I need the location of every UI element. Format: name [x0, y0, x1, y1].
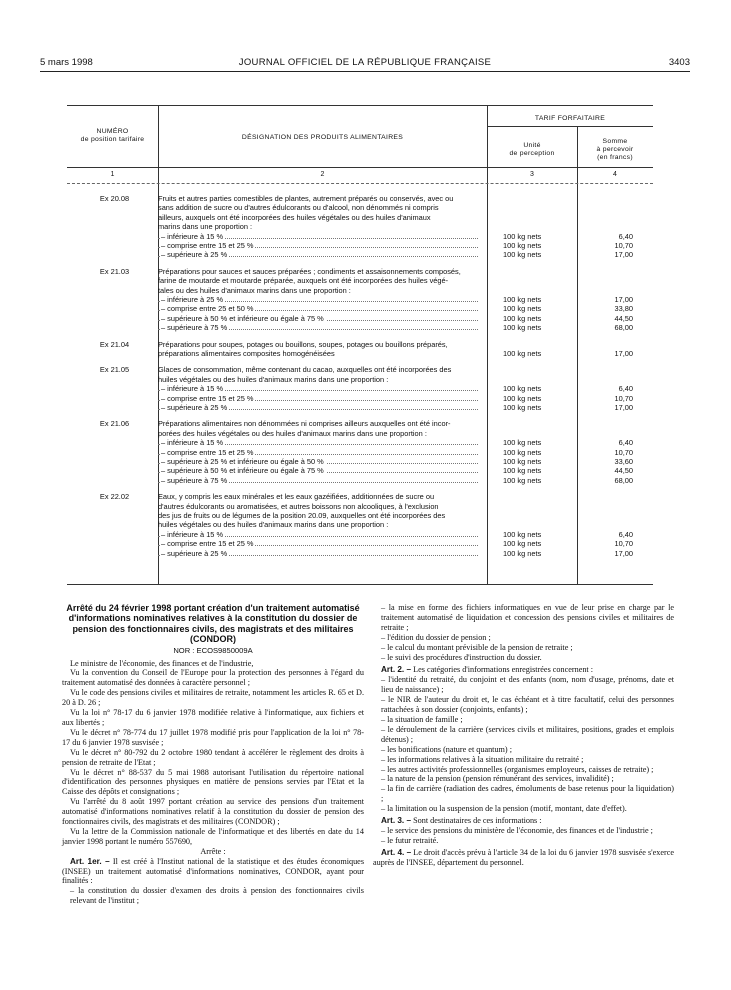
description-line: d'autres édulcorants ou aromatisées, et autres boissons non alcooliques, à l'exclusion: [158, 501, 439, 511]
article-2: [373, 665, 674, 675]
proportion-label: – inférieure à 15 %: [161, 529, 224, 539]
description-line: Eaux, y compris les eaux minérales et les eaux gazéifiées, additionnées de sucre ou: [158, 492, 435, 502]
visa-paragraph: Vu la loi n° 78-17 du 6 janvier 1978 modifiée relative à l'informatique, aux fichiers et aux libertés ;: [62, 708, 364, 727]
unit-cell: 100 kg nets: [503, 313, 542, 323]
amount-cell: 17,00: [614, 250, 633, 260]
description-line: Glaces de consommation, même contenant du cacao, auxquelles ont été incorporées des: [158, 365, 452, 375]
unit-cell: 100 kg nets: [503, 548, 542, 558]
proportion-line: [158, 304, 478, 313]
list-item: – la fin de carrière (radiation des cadres, émoluments de base retenus pour la liquidation) ;: [381, 784, 674, 804]
description-line: tales ou des huiles d'animaux marins dans une proportion :: [158, 285, 351, 295]
unit-cell: 100 kg nets: [503, 466, 542, 476]
tariff-code: Ex 21.06: [99, 419, 130, 429]
proportion-label: – supérieure à 25 % et inférieure ou égale à 50 %: [161, 456, 324, 466]
decree-title: Arrêté du 24 février 1998 portant création d'un traitement automatisé d'informations nominatives relatives à la constitution du dossier de pension des fonctionnaires civils, des magistrats et des militaires (CONDOR): [66, 603, 360, 645]
arrete-heading: Arrête :: [200, 846, 226, 856]
list-item: – le NIR de l'auteur du droit et, le cas échéant et à titre facultatif, celui des personnes rattachées à son dossier (conjoints, enfants) ;: [381, 695, 674, 715]
article-3-text: Sont destinataires de ces informations :: [413, 816, 542, 826]
column-number: 1: [110, 171, 115, 178]
list-item: – les autres activités professionnelles (organismes employeurs, caisses de retraite) ;: [381, 764, 654, 774]
visa-paragraph: Vu l'arrêté du 8 août 1997 portant création au service des pensions d'un traitement automatisé d'informations nominatives relatif à la constitution du dossier de pension des fonctionnaires civils, des magistrats et des militaires (CONDOR) ;: [62, 797, 364, 827]
visa-paragraph: Vu le décret n° 88-537 du 5 mai 1988 autorisant l'utilisation du répertoire national d'identification des personnes physiques en matière de pensions servies par l'Etat et la Caisse des dépôts et consignations ;: [62, 767, 364, 797]
article-2-label: Art. 2. –: [381, 665, 412, 675]
product-description: [158, 365, 478, 412]
header-rule: [67, 167, 653, 168]
proportion-label: – supérieure à 75 %: [161, 475, 228, 485]
header-rule: [40, 71, 690, 72]
proportion-label: – supérieure à 25 %: [161, 250, 228, 260]
header-tarif: TARIF FORFAITAIRE: [534, 115, 606, 122]
tariff-code: Ex 20.08: [99, 194, 130, 203]
proportion-line: [158, 241, 478, 250]
decree-left-column: [62, 603, 364, 906]
amount-cell: 44,50: [614, 466, 633, 476]
proportion-label: – comprise entre 15 et 25 %: [161, 240, 254, 250]
proportion-line: [158, 530, 478, 539]
visa-paragraph: Vu le code des pensions civiles et militaires de retraite, notamment les articles R. 65 et D. 20 à D. 26 ;: [62, 688, 364, 708]
article-4-label: Art. 4. –: [381, 847, 412, 857]
unit-cell: 100 kg nets: [503, 438, 542, 448]
header-sum: Somme à percevoir (en francs): [596, 138, 634, 161]
proportion-line: [158, 394, 478, 403]
amount-cell: 17,00: [614, 403, 633, 412]
unit-cell: 100 kg nets: [503, 241, 542, 250]
amount-cell: 33,80: [614, 304, 633, 314]
article-3: [373, 816, 674, 826]
unit-cell: 100 kg nets: [503, 475, 542, 485]
proportion-line: [158, 232, 478, 241]
tariff-code: Ex 21.05: [99, 365, 130, 375]
amount-cell: 17,00: [614, 295, 633, 304]
proportion-label: – inférieure à 15 %: [161, 438, 224, 448]
article-3-list: [373, 826, 674, 846]
article-1-text: Il est créé à l'Institut national de la statistique et des études économiques (INSEE) un traitement automatisé d'informations nominatives, CONDOR, ayant pour finalités :: [62, 856, 365, 886]
decree-visas: [62, 659, 364, 847]
proportion-line: [158, 466, 478, 475]
product-description: [158, 492, 478, 558]
proportion-label: – inférieure à 15 %: [161, 231, 224, 241]
header-dash-rule: [67, 183, 653, 184]
visa-paragraph: Vu le décret n° 78-774 du 17 juillet 1978 modifié pris pour l'application de la loi n° 78-17 du 6 janvier 1978 susvisée ;: [62, 727, 364, 747]
tariff-code: Ex 21.04: [99, 339, 130, 349]
tariff-table: [67, 105, 653, 585]
proportion-label: – comprise entre 15 et 25 %: [161, 393, 254, 403]
proportion-label: – supérieure à 75 %: [161, 323, 228, 333]
page-header: [40, 57, 690, 71]
tariff-code: Ex 22.02: [99, 492, 130, 502]
amount-cell: 33,60: [614, 457, 633, 466]
description-line: farine de moutarde et moutarde préparée, auxquels ont été incorporées des huiles végé-: [158, 276, 449, 286]
journal-title: JOURNAL OFFICIEL DE LA RÉPUBLIQUE FRANÇAISE: [238, 57, 492, 68]
header-rule: [487, 126, 653, 127]
list-item: – les informations relatives à la situation militaire du retraité ;: [381, 754, 584, 764]
header-position: NUMÉRO de position tarifaire: [80, 128, 145, 143]
list-item: – la nature de la pension (pension rémunérant des services, invalidité) ;: [381, 774, 614, 784]
header-designation: DÉSIGNATION DES PRODUITS ALIMENTAIRES: [241, 134, 404, 141]
list-item: – l'identité du retraité, du conjoint et des enfants (nom, nom d'usage, prénoms, date et lieu de naissance) ;: [381, 675, 674, 695]
column-number: 4: [613, 171, 617, 178]
article-1-label: Art. 1er. –: [70, 856, 110, 866]
amount-cell: 10,70: [614, 241, 633, 250]
proportion-line: [158, 457, 478, 466]
unit-cell: 100 kg nets: [503, 403, 542, 412]
list-item: – le déroulement de la carrière (services civils et militaires, positions, grades et emplois détenus) ;: [381, 724, 674, 744]
product-description: [158, 340, 478, 359]
proportion-line: [158, 539, 478, 548]
description-line: Fruits et autres parties comestibles de plantes, autrement préparés ou conservés, avec ou: [158, 194, 454, 203]
column-number: 2: [320, 171, 325, 178]
amount-cell: 68,00: [614, 323, 633, 333]
description-line: Préparations pour soupes, potages ou bouillons, soupes, potages ou bouillons préparés,: [158, 339, 448, 349]
article-2-text: Les catégories d'informations enregistrées concernent :: [413, 665, 594, 675]
unit-cell: 100 kg nets: [503, 393, 542, 403]
list-item: – la situation de famille ;: [381, 714, 463, 724]
unit-cell: 100 kg nets: [503, 349, 542, 358]
unit-cell: 100 kg nets: [503, 304, 542, 314]
list-item: – la constitution du dossier d'examen des droits à pension des fonctionnaires civils relevant de l'institut ;: [70, 886, 364, 906]
amount-cell: 10,70: [614, 539, 633, 549]
unit-cell: 100 kg nets: [503, 529, 542, 539]
visa-paragraph: Vu la lettre de la Commission nationale de l'informatique et des libertés en date du 14 janvier 1998 portant le numéro 557690,: [62, 826, 364, 846]
amount-cell: 44,50: [614, 313, 633, 323]
column-number: 3: [530, 171, 534, 178]
unit-cell: 100 kg nets: [503, 539, 542, 549]
proportion-label: – supérieure à 50 % et inférieure ou égale à 75 %: [161, 313, 324, 323]
tariff-code: Ex 21.03: [99, 266, 130, 276]
list-item: – le suivi des procédures d'instruction du dossier.: [381, 652, 542, 662]
list-item: – le futur retraité.: [381, 835, 439, 845]
list-item: – le calcul du montant prévisible de la pension de retraite ;: [381, 642, 573, 652]
description-line: Préparations alimentaires non dénommées ni comprises ailleurs auxquelles ont été incor-: [158, 419, 451, 429]
visa-paragraph: Le ministre de l'économie, des finances et de l'industrie,: [70, 658, 254, 668]
amount-cell: 6,40: [618, 529, 633, 539]
visa-paragraph: Vu le décret n° 80-792 du 2 octobre 1980 tendant à accélérer le règlement des droits à pension de retraite de l'Etat ;: [62, 747, 364, 767]
article-1: [62, 857, 364, 887]
description-line: marins dans une proportion :: [158, 222, 253, 232]
article-1-list: [62, 886, 364, 906]
unit-cell: 100 kg nets: [503, 231, 542, 241]
proportion-label: – comprise entre 25 et 50 %: [161, 304, 254, 314]
amount-cell: 10,70: [614, 447, 633, 457]
unit-cell: 100 kg nets: [503, 384, 542, 394]
unit-cell: 100 kg nets: [503, 250, 542, 260]
header-unit: Unité de perception: [509, 142, 555, 157]
article-4-text: Le droit d'accès prévu à l'article 34 de la loi du 6 janvier 1978 susvisée s'exerce auprès de l'INSEE, département du personnel.: [373, 847, 675, 867]
proportion-line: [158, 403, 478, 412]
decree-right-column: [373, 603, 674, 868]
amount-cell: 6,40: [618, 231, 633, 241]
list-item: – la mise en forme des fichiers informatiques en vue de leur prise en charge par le traitement automatisé de liquidation et concession des pensions civiles et militaires de retraite ;: [381, 603, 674, 632]
amount-cell: 68,00: [614, 475, 633, 485]
proportion-label: – comprise entre 15 et 25 %: [161, 447, 254, 457]
amount-cell: 17,00: [614, 349, 633, 358]
visa-paragraph: Vu la convention du Conseil de l'Europe pour la protection des personnes à l'égard du traitement automatisé des données à caractère personnel ;: [62, 668, 364, 688]
proportion-line: [158, 549, 478, 558]
article-2-list: [373, 675, 674, 814]
amount-cell: 17,00: [614, 548, 633, 558]
proportion-line: [158, 476, 478, 485]
unit-cell: 100 kg nets: [503, 457, 542, 466]
article-3-label: Art. 3. –: [381, 816, 412, 826]
description-line: porées des huiles végétales ou des huiles d'animaux marins dans une proportion :: [158, 428, 427, 438]
proportion-label: – inférieure à 25 %: [161, 294, 224, 304]
list-item: – la limitation ou la suspension de la pension (motif, montant, date d'effet).: [381, 804, 627, 814]
description-line: préparations alimentaires composites homogénéisées: [158, 348, 335, 358]
proportion-label: – supérieure à 50 % et inférieure ou égale à 75 %: [161, 466, 324, 476]
proportion-label: – comprise entre 15 et 25 %: [161, 539, 254, 549]
amount-cell: 6,40: [618, 384, 633, 394]
amount-cell: 10,70: [614, 393, 633, 403]
article-1-list-cont: [373, 603, 674, 662]
product-description: [158, 419, 478, 485]
proportion-line: [158, 448, 478, 457]
product-description: [158, 267, 478, 333]
description-line: huiles végétales ou des huiles d'animaux marins dans une proportion :: [158, 520, 389, 530]
description-line: sans addition de sucre ou d'autres édulcorants ou d'alcool, non dénommés ni compris: [158, 203, 439, 213]
decree-nor: NOR : ECOS9850009A: [173, 645, 253, 655]
proportion-line: [158, 323, 478, 332]
product-description: [158, 194, 478, 260]
proportion-line: [158, 438, 478, 447]
proportion-line: [158, 250, 478, 259]
description-line: des jus de fruits ou de légumes de la position 20.09, auxquelles ont été incorporées des: [158, 510, 446, 520]
issue-date: 5 mars 1998: [40, 57, 93, 68]
description-line: huiles végétales ou des huiles d'animaux marins dans une proportion :: [158, 374, 389, 384]
proportion-label: – inférieure à 15 %: [161, 384, 224, 394]
unit-cell: 100 kg nets: [503, 323, 542, 333]
proportion-line: [158, 314, 478, 323]
unit-cell: 100 kg nets: [503, 295, 542, 304]
amount-cell: 6,40: [618, 438, 633, 448]
article-4: [373, 848, 674, 868]
list-item: – l'édition du dossier de pension ;: [381, 632, 491, 642]
description-line: Préparations pour sauces et sauces préparées ; condiments et assaisonnements composés,: [158, 266, 461, 276]
proportion-label: – supérieure à 25 %: [161, 402, 228, 412]
proportion-label: – supérieure à 25 %: [161, 548, 228, 558]
description-line: ailleurs, auxquels ont été incorporées des huiles végétales ou des huiles d'animaux: [158, 212, 431, 222]
proportion-line: [158, 295, 478, 304]
proportion-line: [158, 384, 478, 393]
list-item: – les bonifications (nature et quantum) ;: [381, 744, 512, 754]
unit-cell: 100 kg nets: [503, 447, 542, 457]
list-item: – le service des pensions du ministère de l'économie, des finances et de l'industrie ;: [381, 825, 653, 835]
page-number: 3403: [668, 57, 690, 68]
